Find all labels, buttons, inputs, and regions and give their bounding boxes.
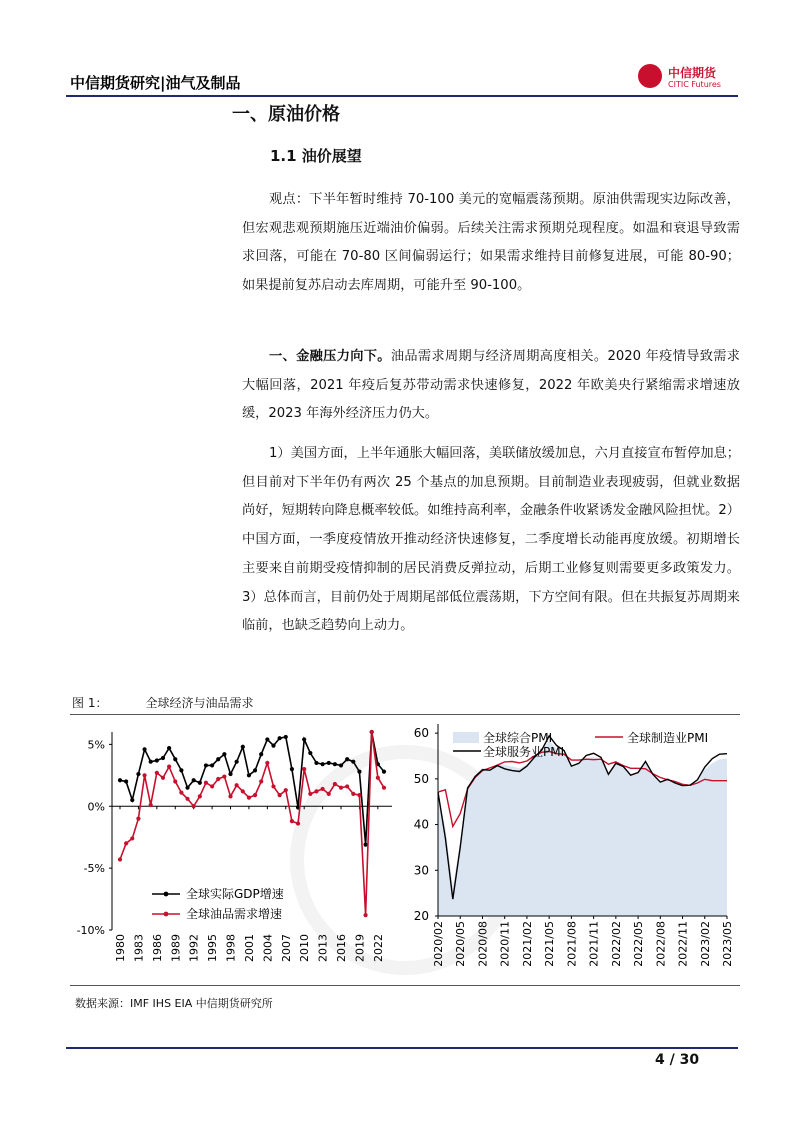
data-point (302, 737, 306, 741)
data-point (235, 783, 239, 787)
data-point (271, 744, 275, 748)
paragraph-outlook (242, 186, 740, 301)
data-point (161, 776, 165, 780)
paragraph-text: 观点：下半年暂时维持 70-100 美元的宽幅震荡预期。原油供需现实边际改善，但宏观悲观预期施压近端油价偏弱。后续关注需求预期兑现程度。如温和衰退导致需求回落，可能在 70-80 区间偏弱运行；如果需求维持目前修复进展，可能 80-90；如果提前复苏启动去库周期，可能升至 90-100。 (242, 192, 740, 294)
data-point (357, 770, 361, 774)
citic-emblem-icon (638, 64, 662, 88)
data-point (216, 757, 220, 761)
y-tick-label: -5% (83, 862, 105, 876)
figure-title: 全球经济与油品需求 (145, 696, 254, 710)
y-tick-label: 30 (413, 863, 429, 878)
data-point (155, 758, 159, 762)
data-point (345, 784, 349, 788)
data-point (308, 751, 312, 755)
x-tick-label: 1986 (150, 934, 164, 962)
data-point (142, 773, 146, 777)
x-tick-label: 2023/02 (698, 921, 712, 967)
data-point (210, 763, 214, 767)
data-point (278, 736, 282, 740)
x-tick-label: 2020/02 (432, 921, 445, 967)
data-point (333, 762, 337, 766)
chart-gdp-oil-demand (70, 718, 400, 983)
data-point (204, 763, 208, 767)
header-title: 中信期货研究|油气及制品 (70, 74, 241, 92)
data-point (167, 746, 171, 750)
data-point (222, 774, 226, 778)
page-number: 4 / 30 (655, 1052, 700, 1068)
figure-caption (72, 694, 291, 711)
data-point (321, 787, 325, 791)
legend-label: 全球制造业PMI (627, 731, 709, 745)
figure-rule-top (70, 714, 740, 715)
data-point (265, 761, 269, 765)
x-tick-label: 2022 (371, 934, 385, 962)
series-area-composite (438, 741, 727, 917)
x-tick-label: 2016 (335, 934, 349, 962)
section-heading: 一、原油价格 (232, 104, 340, 125)
data-point (265, 737, 269, 741)
logo-text-en: CITIC Futures (668, 80, 721, 89)
chart-global-pmi (405, 718, 740, 983)
x-tick-label: 2020/08 (476, 921, 490, 967)
data-point (136, 817, 140, 821)
data-point (161, 756, 165, 760)
data-point (124, 779, 128, 783)
data-point (284, 788, 288, 792)
paragraph-bold-lead: 一、金融压力向下。 (269, 349, 391, 364)
x-tick-label: 1989 (169, 934, 183, 962)
paragraph-text (242, 343, 740, 429)
y-tick-label: 60 (413, 726, 429, 741)
data-point (333, 782, 337, 786)
data-point (363, 913, 367, 917)
data-point (167, 765, 171, 769)
data-point (130, 798, 134, 802)
legend-marker (164, 912, 169, 917)
x-tick-label: 2020/05 (454, 921, 468, 967)
x-tick-label: 2010 (298, 934, 312, 962)
figure-label: 图 1： (72, 696, 108, 710)
x-tick-label: 2022/02 (609, 921, 623, 967)
data-point (118, 857, 122, 861)
x-tick-label: 2022/11 (676, 921, 690, 967)
y-tick-label: 5% (87, 738, 105, 752)
data-point (363, 843, 367, 847)
data-point (284, 735, 288, 739)
x-tick-label: 1992 (187, 934, 201, 962)
y-tick-label: 50 (413, 771, 429, 786)
data-point (149, 803, 153, 807)
x-tick-label: 2022/05 (632, 921, 646, 967)
x-tick-label: 2022/08 (654, 921, 668, 967)
data-point (198, 781, 202, 785)
logo-text-cn: 中信期货 (668, 66, 717, 80)
data-point (247, 795, 251, 799)
x-tick-label: 1980 (114, 934, 127, 962)
legend-label: 全球服务业PMI (483, 745, 565, 759)
x-tick-label: 2021/05 (543, 921, 557, 967)
data-point (351, 792, 355, 796)
data-point (370, 730, 374, 734)
data-point (185, 797, 189, 801)
data-point (192, 804, 196, 808)
paragraph-financial-pressure (242, 343, 740, 429)
data-point (155, 771, 159, 775)
x-tick-label: 1995 (206, 934, 220, 962)
x-tick-label: 2007 (279, 934, 293, 962)
data-point (290, 767, 294, 771)
x-tick-label: 2020/11 (498, 921, 512, 967)
data-point (259, 779, 263, 783)
x-tick-label: 1998 (224, 934, 238, 962)
data-point (192, 778, 196, 782)
data-point (357, 793, 361, 797)
data-point (339, 763, 343, 767)
data-point (179, 768, 183, 772)
data-point (253, 793, 257, 797)
data-point (271, 784, 275, 788)
x-tick-label: 2021/11 (587, 921, 601, 967)
data-point (179, 791, 183, 795)
y-tick-label: -10% (76, 924, 105, 937)
data-point (327, 792, 331, 796)
data-point (222, 752, 226, 756)
data-point (382, 770, 386, 774)
data-point (382, 786, 386, 790)
y-tick-label: 20 (413, 909, 429, 923)
data-point (173, 779, 177, 783)
data-source: 数据来源：IMF IHS EIA 中信期货研究所 (75, 997, 273, 1010)
data-point (308, 792, 312, 796)
data-point (259, 752, 263, 756)
data-point (185, 786, 189, 790)
data-point (228, 772, 232, 776)
y-tick-label: 40 (413, 817, 429, 832)
data-point (142, 747, 146, 751)
x-tick-label: 2013 (316, 934, 330, 962)
data-point (228, 794, 232, 798)
x-tick-label: 2021/02 (520, 921, 534, 967)
data-point (118, 778, 122, 782)
legend-swatch (453, 732, 479, 743)
series-line-gdp (120, 732, 384, 845)
paragraph-text: 1）美国方面，上半年通胀大幅回落，美联储放缓加息，六月直接宣布暂停加息；但目前对下半年仍有两次 25 个基点的加息预期。目前制造业表现疲弱，但就业数据尚好，短期转向降息概率较低。如维持高利率，金融条件收紧诱发金融风险担忧。2）中国方面，一季度疫情放开推动经济快速修复，二季度增长动能再度放缓。初期增长主要来自前期受疫情抑制的居民消费反弹拉动，后期工业修复则需要更多政策发力。3）总体而言，目前仍处于周期尾部低位震荡期，下方空间有限。但在共振复苏周期来临前，也缺乏趋势向上动力。 (242, 446, 740, 634)
subsection-heading: 1.1 油价展望 (270, 147, 362, 165)
y-tick-label: 0% (87, 800, 105, 814)
data-point (241, 745, 245, 749)
data-point (204, 781, 208, 785)
data-point (376, 776, 380, 780)
footer-rule (66, 1047, 738, 1049)
data-point (351, 760, 355, 764)
x-tick-label: 2019 (353, 934, 367, 962)
data-point (314, 761, 318, 765)
x-tick-label: 2021/08 (565, 921, 579, 967)
header-rule (66, 95, 738, 97)
legend-marker (164, 892, 169, 897)
data-point (241, 789, 245, 793)
data-point (321, 762, 325, 766)
data-point (124, 841, 128, 845)
legend-label: 全球综合PMI (483, 731, 553, 745)
x-tick-label: 1983 (132, 934, 146, 962)
paragraph-us-china (242, 440, 740, 641)
data-point (314, 789, 318, 793)
data-point (253, 768, 257, 772)
data-point (345, 757, 349, 761)
data-point (339, 786, 343, 790)
data-point (136, 772, 140, 776)
data-point (130, 836, 134, 840)
data-point (149, 760, 153, 764)
citic-logo (638, 64, 738, 92)
data-point (290, 819, 294, 823)
data-point (235, 760, 239, 764)
data-point (247, 773, 251, 777)
data-point (210, 784, 214, 788)
data-point (173, 757, 177, 761)
legend-label: 全球实际GDP增速 (186, 887, 284, 901)
figure-rule-bottom (70, 985, 740, 986)
data-point (216, 777, 220, 781)
x-tick-label: 2004 (261, 934, 275, 962)
data-point (296, 821, 300, 825)
data-point (278, 793, 282, 797)
data-point (302, 767, 306, 771)
legend-label: 全球油品需求增速 (186, 907, 283, 921)
data-point (198, 794, 202, 798)
x-tick-label: 2023/05 (721, 921, 734, 967)
paragraph-rest: 油品需求周期与经济周期高度相关。2020 年疫情导致需求大幅回落，2021 年疫后复苏带动需求快速修复，2022 年欧美央行紧缩需求增速放缓，2023 年海外经济压力仍大。 (242, 349, 740, 422)
x-tick-label: 2001 (242, 934, 256, 962)
data-point (327, 761, 331, 765)
